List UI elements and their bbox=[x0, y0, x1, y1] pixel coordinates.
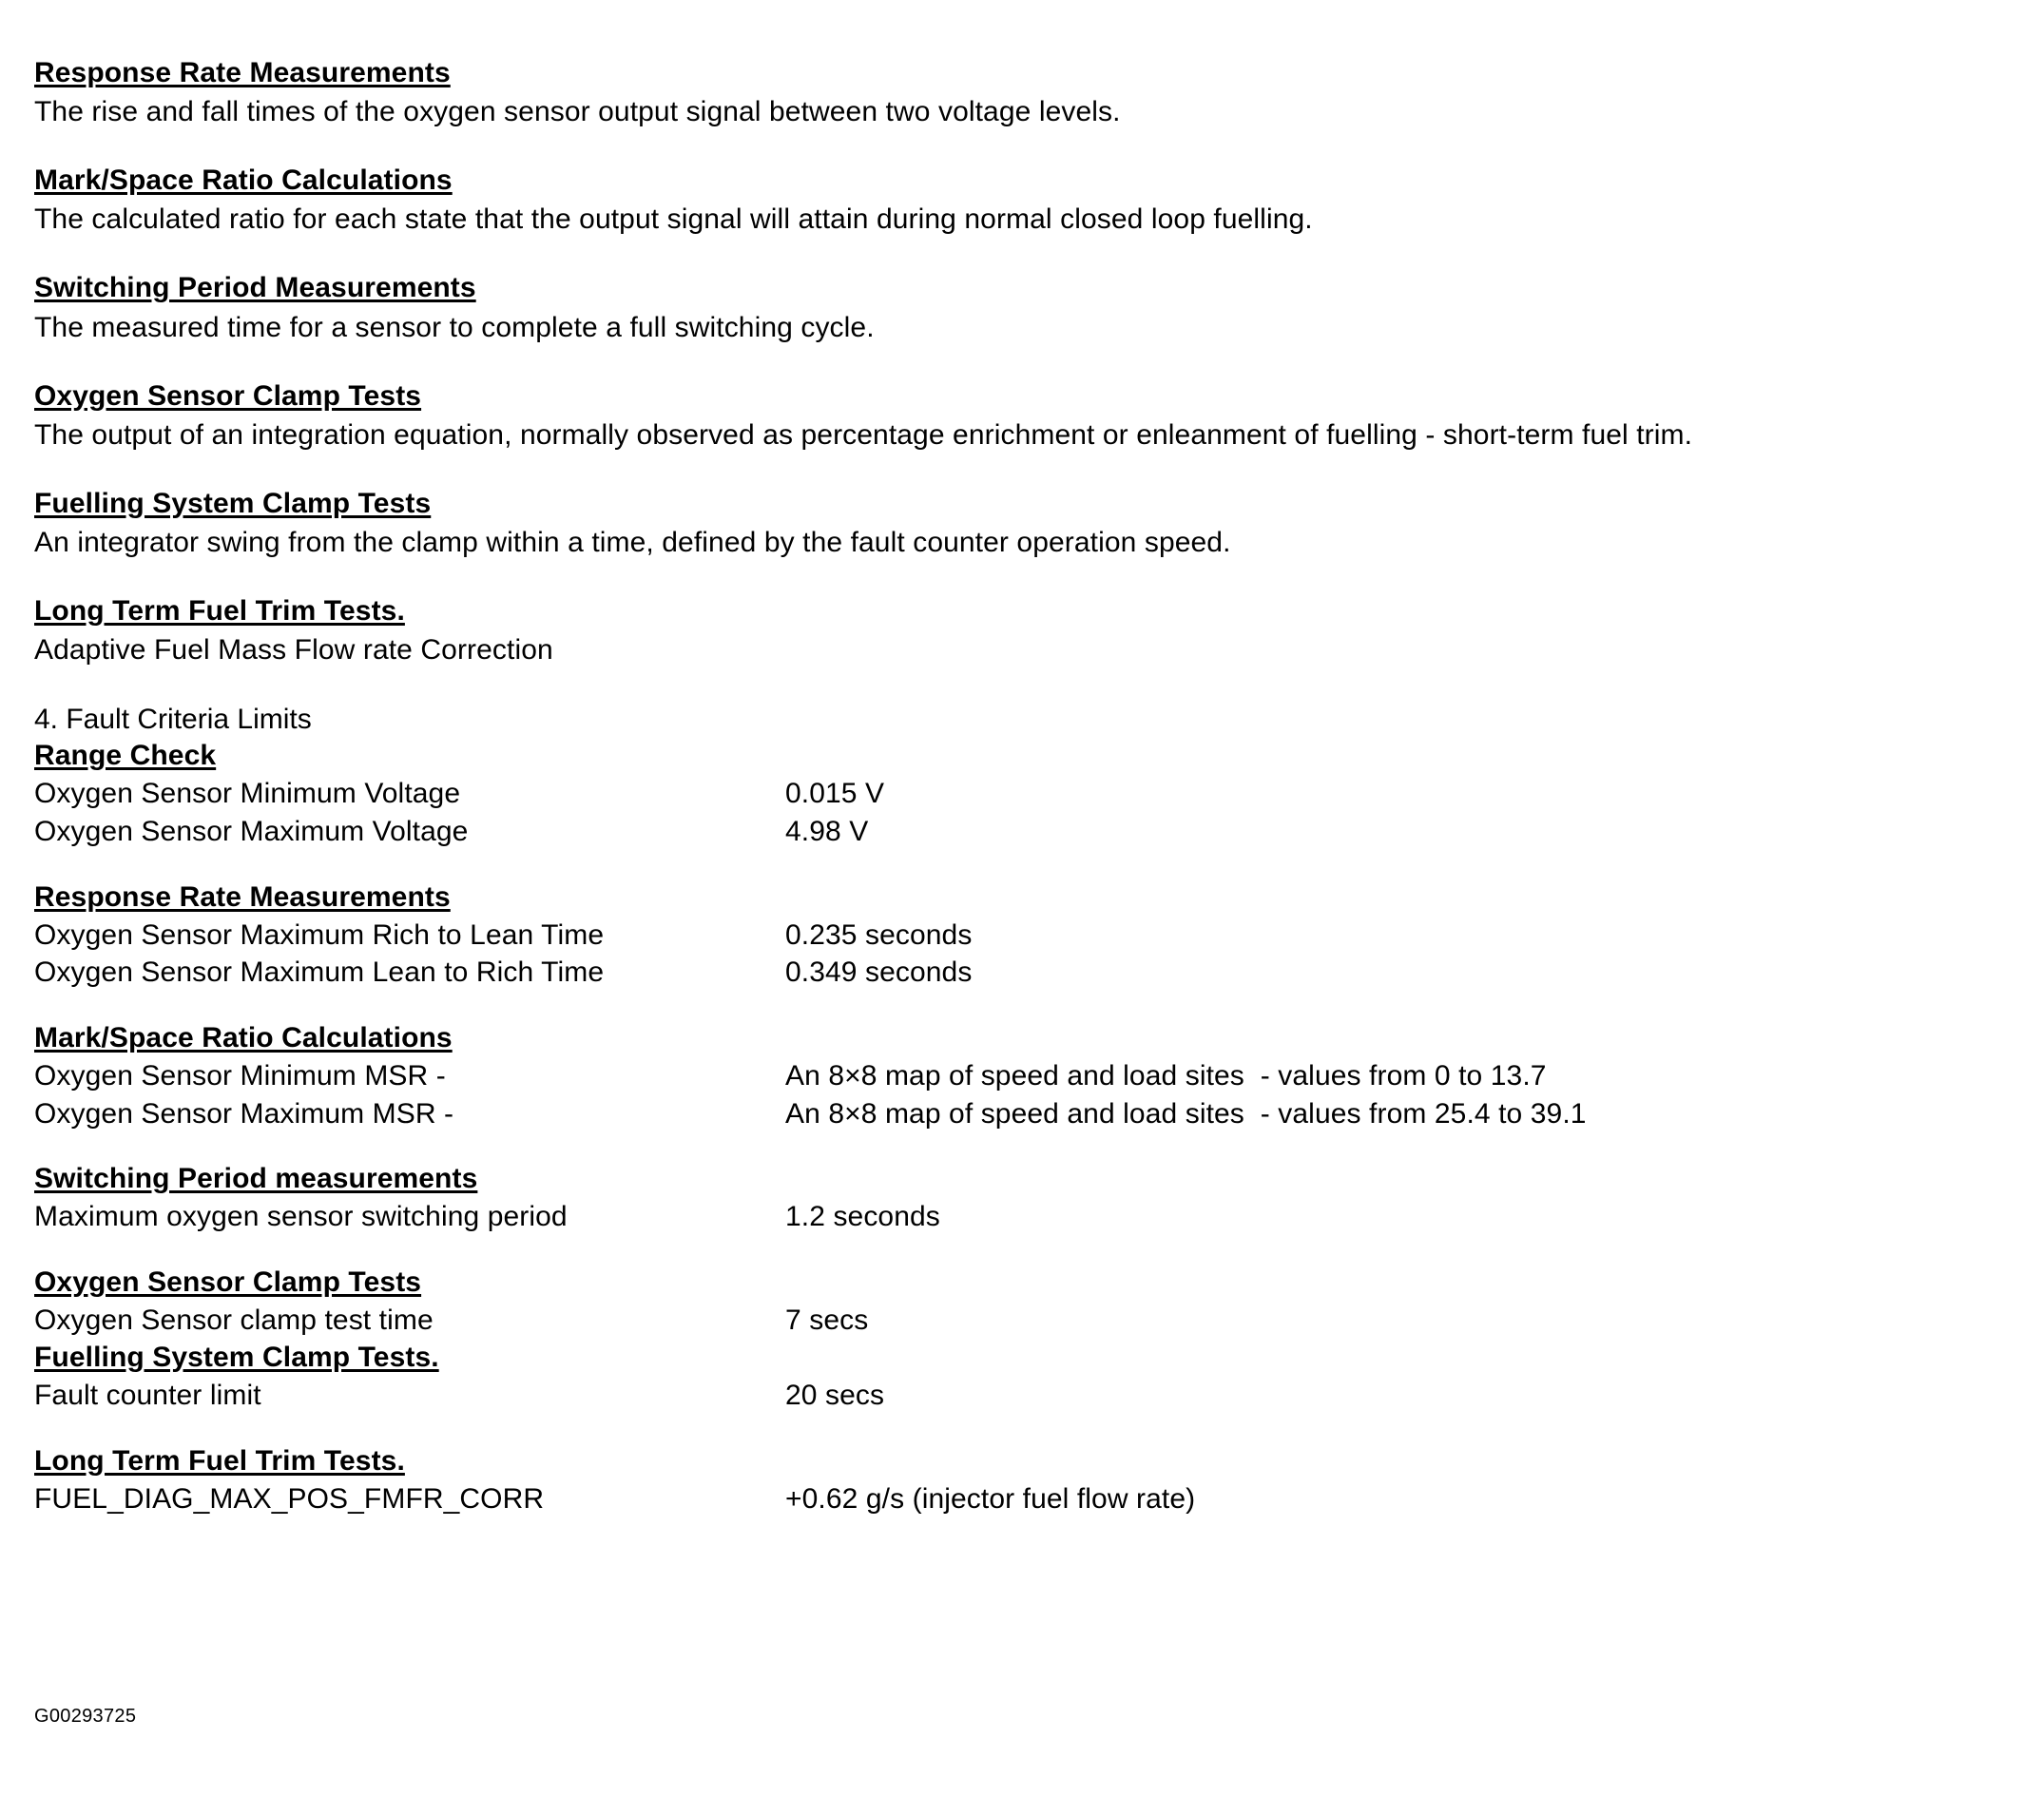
definition-long-term-fuel-trim bbox=[34, 593, 2006, 668]
limits-row bbox=[34, 1198, 2006, 1236]
limits-group-switching-period bbox=[34, 1161, 2006, 1236]
definition-heading: Oxygen Sensor Clamp Tests bbox=[34, 379, 422, 412]
limits-row bbox=[34, 775, 2006, 813]
limits-value: 4.98 V bbox=[785, 815, 869, 847]
limits-group-heading: Oxygen Sensor Clamp Tests bbox=[34, 1266, 422, 1299]
limits-row bbox=[34, 813, 2006, 851]
definition-heading: Response Rate Measurements bbox=[34, 57, 451, 88]
limits-row bbox=[34, 954, 2006, 992]
section-4-title: 4. Fault Criteria Limits bbox=[34, 704, 312, 736]
definition-heading: Mark/Space Ratio Calculations bbox=[34, 164, 453, 197]
limits-group-response-rate bbox=[34, 879, 2006, 992]
limits-label: Fault counter limit bbox=[34, 1380, 261, 1411]
limits-label: Oxygen Sensor Maximum Lean to Rich Time bbox=[34, 956, 605, 989]
limits-row bbox=[34, 1095, 2006, 1133]
limits-value: 0.015 V bbox=[785, 778, 885, 810]
definition-text: Adaptive Fuel Mass Flow rate Correction bbox=[34, 634, 553, 667]
definition-text: The rise and fall times of the oxygen sensor output signal between two voltage levels. bbox=[34, 96, 1121, 128]
limits-label: Oxygen Sensor Minimum MSR - bbox=[34, 1060, 446, 1092]
limits-row bbox=[34, 917, 2006, 955]
definition-text: An integrator swing from the clamp within a time, defined by the fault counter operation speed. bbox=[34, 526, 1231, 558]
definition-switching-period bbox=[34, 270, 2006, 345]
limits-label: Oxygen Sensor Minimum Voltage bbox=[34, 778, 461, 810]
limits-value: 0.349 seconds bbox=[785, 956, 973, 989]
definition-oxygen-sensor-clamp bbox=[34, 378, 2006, 454]
limits-row bbox=[34, 1057, 2006, 1095]
limits-label: Oxygen Sensor Maximum Rich to Lean Time bbox=[34, 918, 605, 951]
definition-mark-space-ratio bbox=[34, 163, 2006, 238]
limits-label: Oxygen Sensor Maximum MSR - bbox=[34, 1097, 454, 1130]
definition-fuelling-system-clamp bbox=[34, 486, 2006, 561]
limits-value: +0.62 g/s (injector fuel flow rate) bbox=[785, 1482, 1196, 1515]
document-code: G00293725 bbox=[34, 1706, 137, 1727]
limits-row bbox=[34, 1302, 2006, 1340]
limits-label: Oxygen Sensor clamp test time bbox=[34, 1304, 434, 1337]
limits-group-heading: Fuelling System Clamp Tests. bbox=[34, 1341, 439, 1373]
limits-row bbox=[34, 1480, 2006, 1518]
definition-heading: Long Term Fuel Trim Tests. bbox=[34, 594, 405, 627]
limits-group-heading: Range Check bbox=[34, 740, 217, 772]
limits-row bbox=[34, 1377, 2006, 1415]
limits-value: An 8×8 map of speed and load sites - values from 0 to 13.7 bbox=[785, 1060, 1547, 1092]
limits-group-heading: Mark/Space Ratio Calculations bbox=[34, 1021, 453, 1053]
limits-value: 20 secs bbox=[785, 1380, 885, 1411]
limits-group-long-term-fuel-trim bbox=[34, 1443, 2006, 1518]
limits-group-oxygen-sensor-clamp bbox=[34, 1265, 2006, 1340]
limits-group-range-check bbox=[34, 738, 2006, 850]
limits-value: 0.235 seconds bbox=[785, 918, 973, 951]
definition-text: The output of an integration equation, normally observed as percentage enrichment or enleanment of fuelling - short-term fuel trim. bbox=[34, 418, 1693, 451]
limits-value: 7 secs bbox=[785, 1304, 869, 1337]
limits-value: 1.2 seconds bbox=[785, 1201, 940, 1233]
limits-label: Maximum oxygen sensor switching period bbox=[34, 1201, 568, 1233]
limits-group-mark-space-ratio bbox=[34, 1020, 2006, 1132]
definition-heading: Switching Period Measurements bbox=[34, 272, 476, 304]
limits-group-heading: Switching Period measurements bbox=[34, 1163, 478, 1195]
limits-value: An 8×8 map of speed and load sites - values from 25.4 to 39.1 bbox=[785, 1097, 1587, 1130]
definition-text: The measured time for a sensor to complete a full switching cycle. bbox=[34, 311, 875, 343]
definition-heading: Fuelling System Clamp Tests bbox=[34, 487, 432, 519]
limits-label: FUEL_DIAG_MAX_POS_FMFR_CORR bbox=[34, 1482, 545, 1515]
limits-label: Oxygen Sensor Maximum Voltage bbox=[34, 815, 469, 847]
limits-group-fuelling-system-clamp bbox=[34, 1340, 2006, 1415]
definition-response-rate bbox=[34, 55, 2006, 130]
limits-group-heading: Long Term Fuel Trim Tests. bbox=[34, 1444, 405, 1477]
definition-text: The calculated ratio for each state that the output signal will attain during normal closed loop fuelling. bbox=[34, 203, 1313, 236]
limits-group-heading: Response Rate Measurements bbox=[34, 880, 451, 913]
